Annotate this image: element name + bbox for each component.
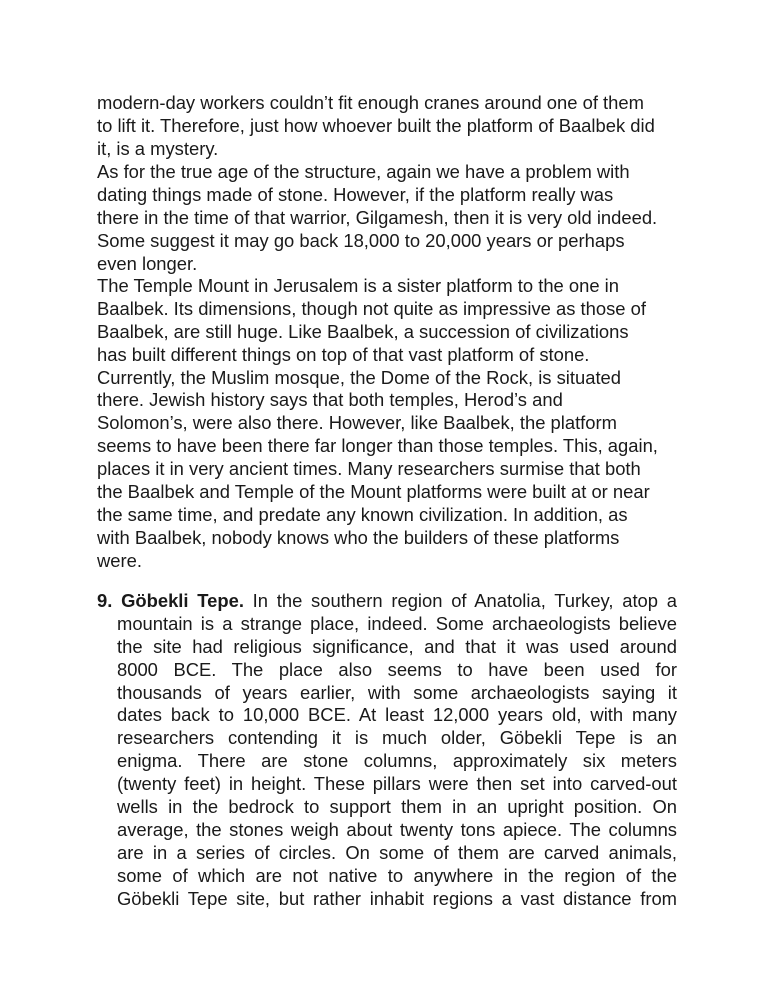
text-line: The Temple Mount in Jerusalem is a sister platform to the one in — [97, 275, 619, 296]
paragraph-baalbek-mystery — [97, 92, 677, 161]
text-line: there in the time of that warrior, Gilgamesh, then it is very old indeed. — [97, 206, 658, 228]
text-line: are in a series of circles. On some of them are carved animals, — [117, 841, 677, 863]
text-line: some of which are not native to anywhere in the region of the — [117, 864, 677, 886]
text-line: thousands of years earlier, with some archaeologists saying it — [117, 681, 677, 703]
list-number: 9. — [97, 590, 113, 611]
text-line: has built different things on top of that vast platform of stone. — [97, 343, 590, 365]
text-line: to lift it. Therefore, just how whoever built the platform of Baalbek did — [97, 114, 655, 136]
text-line: Some suggest it may go back 18,000 to 20,000 years or perhaps — [97, 229, 625, 251]
text-line: (twenty feet) in height. These pillars were then set into carved-out — [117, 773, 677, 795]
text-line: In the southern region of Anatolia, Turkey, atop a — [252, 590, 677, 611]
text-line: the site had religious significance, and that it was used around — [117, 635, 677, 657]
text-line: it, is a mystery. — [97, 137, 219, 159]
text-line: dates back to 10,000 BCE. At least 12,000 years old, with many — [117, 704, 677, 726]
text-line: enigma. There are stone columns, approximately six meters — [117, 750, 677, 772]
text-line: seems to have been there far longer than those temples. This, again, — [97, 435, 658, 457]
text-line: 8000 BCE. The place also seems to have been used for — [117, 658, 677, 680]
text-line: modern-day workers couldn’t fit enough cranes around one of them — [97, 92, 644, 113]
text-line: were. — [97, 549, 142, 571]
paragraph-structure-age — [97, 161, 677, 275]
text-line: there. Jewish history says that both temples, Herod’s and — [97, 389, 563, 411]
paragraph-temple-mount — [97, 275, 677, 573]
text-line: As for the true age of the structure, again we have a problem with — [97, 161, 630, 182]
text-line: dating things made of stone. However, if the platform really was — [97, 183, 614, 205]
text-line: the same time, and predate any known civilization. In addition, as — [97, 503, 628, 525]
text-line: with Baalbek, nobody knows who the builders of these platforms — [97, 526, 620, 548]
text-line: wells in the bedrock to support them in an upright position. On — [117, 796, 677, 818]
text-line: even longer. — [97, 252, 198, 274]
text-line: the Baalbek and Temple of the Mount platforms were built at or near — [97, 481, 650, 503]
list-term: Göbekli Tepe. — [121, 590, 244, 611]
text-line: mountain is a strange place, indeed. Some archaeologists believe — [117, 612, 677, 634]
text-line: Solomon’s, were also there. However, like Baalbek, the platform — [97, 412, 617, 434]
text-line: researchers contending it is much older, Göbekli Tepe is an — [117, 727, 677, 749]
list-item-first-line — [97, 590, 677, 613]
text-line: places it in very ancient times. Many researchers surmise that both — [97, 458, 641, 480]
list-item-gobekli-tepe — [97, 590, 677, 910]
text-line: Baalbek. Its dimensions, though not quite as impressive as those of — [97, 297, 646, 319]
text-line: Göbekli Tepe site, but rather inhabit regions a vast distance from — [117, 887, 677, 909]
text-line: Currently, the Muslim mosque, the Dome of the Rock, is situated — [97, 366, 622, 388]
text-line: Baalbek, are still huge. Like Baalbek, a succession of civilizations — [97, 320, 629, 342]
text-line: average, the stones weigh about twenty tons apiece. The columns — [117, 818, 677, 840]
